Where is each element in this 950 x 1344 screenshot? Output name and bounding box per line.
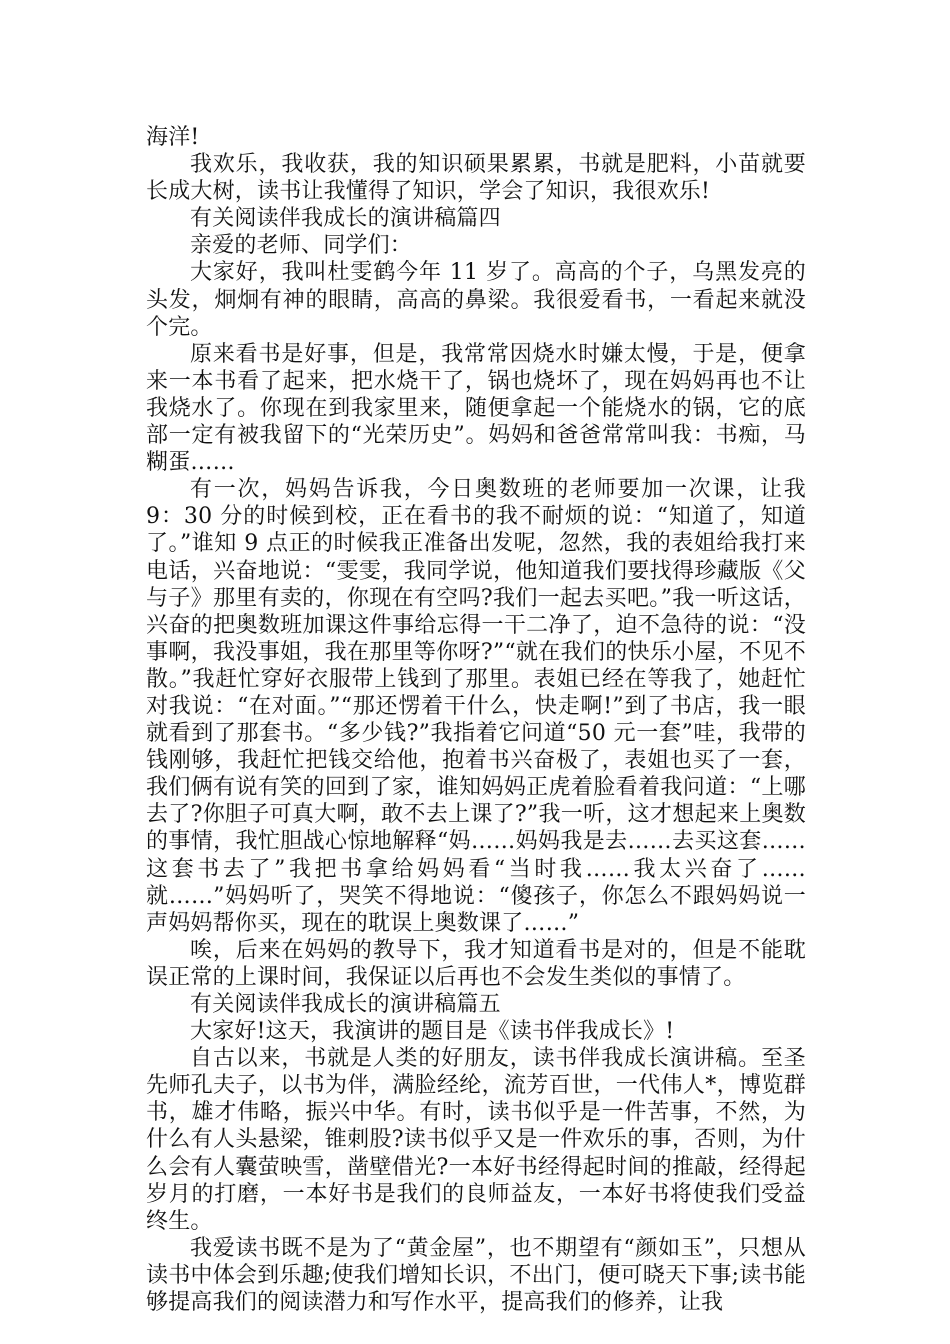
paragraph: 我欢乐，我收获，我的知识硕果累累，书就是肥料，小苗就要长成大树，读书让我懂得了知识，学会了知识，我很欢乐! [146,152,806,205]
section-heading: 有关阅读伴我成长的演讲稿篇四 [190,206,501,232]
paragraph: 自古以来，书就是人类的好朋友，读书伴我成长演讲稿。至圣先师孔夫子，以书为伴，满脸经纶，流芳百世，一代伟人*，博览群书，雄才伟略，振兴中华。有时，读书似乎是一件苦事，不然，为什么有人头悬梁，锥刺股?读书似乎又是一件欢乐的事，否则，为什么会有人囊萤映雪，凿壁借光?一本好书经得起时间的推敲，经得起岁月的打磨，一本好书是我们的良师益友，一本好书将使我们受益终生。 [146,1046,806,1234]
paragraph: 海洋! [146,125,200,150]
paragraph: 亲爱的老师、同学们： [190,233,413,259]
paragraph: 原来看书是好事，但是，我常常因烧水时嫌太慢，于是，便拿来一本书看了起来，把水烧干了，锅也烧坏了，现在妈妈再也不让我烧水了。你现在到我家里来，随便拿起一个能烧水的锅，它的底部一定有被我留下的“光荣历史”。妈妈和爸爸常常叫我：书痴，马糊蛋…… [146,341,806,476]
paragraph: 我爱读书既不是为了“黄金屋”，也不期望有“颜如玉”，只想从读书中体会到乐趣;使我们增知长识，不出门，便可晓天下事;读书能够提高我们的阅读潜力和写作水平，提高我们的修养，让我 [146,1235,806,1316]
paragraph: 唉，后来在妈妈的教导下，我才知道看书是对的，但是不能耽误正常的上课时间，我保证以后再也不会发生类似的事情了。 [146,937,806,990]
document-page [146,124,806,1316]
paragraph: 大家好，我叫杜雯鹤今年 11 岁了。高高的个子，乌黑发亮的头发，炯炯有神的眼睛，高高的鼻梁。我很爱看书，一看起来就没个完。 [146,260,806,340]
paragraph: 有一次，妈妈告诉我，今日奥数班的老师要加一次课，让我 9：30 分的时候到校，正在看书的我不耐烦的说：“知道了，知道了。”谁知 9 点正的时候我正准备出发呢，忽然，我的表姐给我打来电话，兴奋地说：“雯雯，我同学说，他知道我们要找得珍藏版《父与子》那里有卖的，你现在有空吗?我们一起去买吧。”我一听这话，兴奋的把奥数班加课这件事给忘得一干二净了，迫不急待的说：“没事啊，我没事姐，我在那里等你呀?”“就在我们的快乐小屋，不见不散。”我赶忙穿好衣服带上钱到了那里。表姐已经在等我了，她赶忙对我说：“在对面。”“那还愣着干什么，快走啊!”到了书店，我一眼就看到了那套书。“多少钱?”我指着它问道“50 元一套”哇，我带的钱刚够，我赶忙把钱交给他，抱着书兴奋极了，表姐也买了一套，我们俩有说有笑的回到了家，谁知妈妈正虎着脸看着我问道：“上哪去了?你胆子可真大啊，敢不去上课了?”我一听，这才想起来上奥数的事情，我忙胆战心惊地解释“妈……妈妈我是去……去买这套……这套书去了”我把书拿给妈妈看“当时我……我太兴奋了……就……”妈妈听了，哭笑不得地说：“傻孩子，你怎么不跟妈妈说一声妈妈帮你买，现在的耽误上奥数课了……” [146,477,806,936]
paragraph: 大家好!这天，我演讲的题目是《读书伴我成长》! [190,1019,675,1045]
section-heading: 有关阅读伴我成长的演讲稿篇五 [190,992,501,1017]
